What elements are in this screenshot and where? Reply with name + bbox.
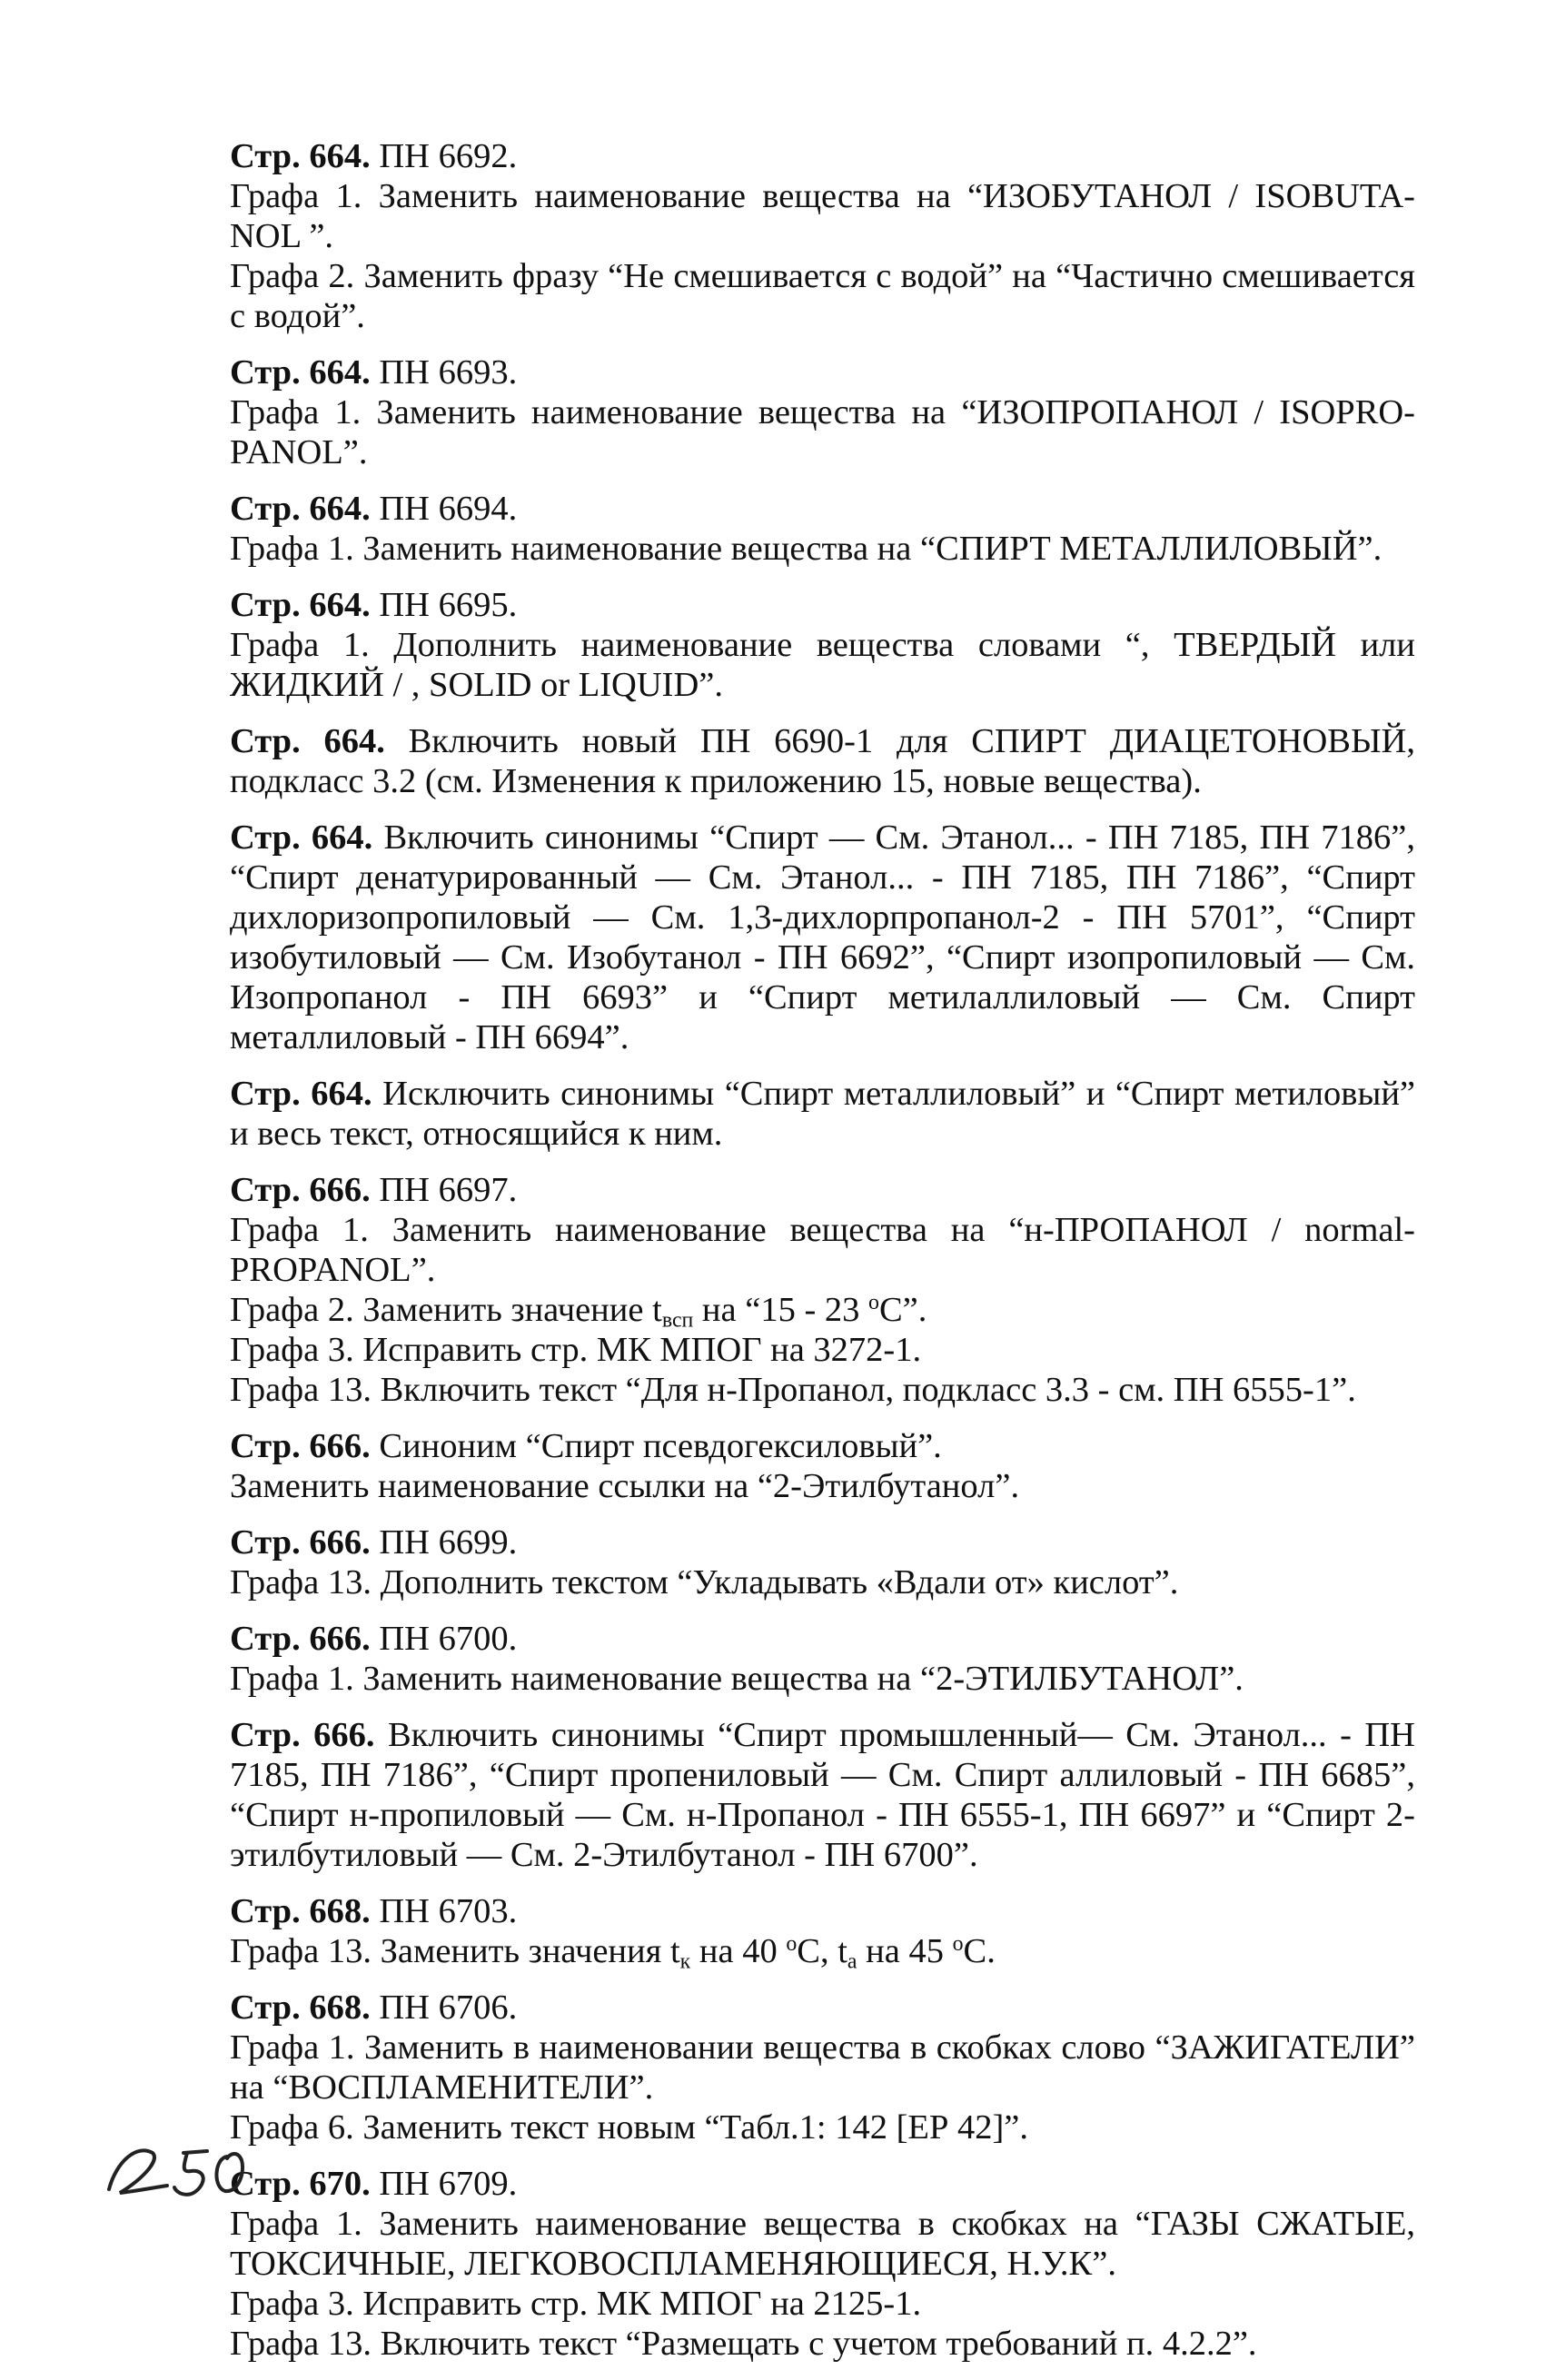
entry-paragraph	[166, 721, 1415, 801]
entry-head: Синоним “Спирт псевдогексиловый”.	[370, 1427, 942, 1465]
entry-head: ПН 6697.	[370, 1171, 518, 1209]
page-reference: Стр. 666.	[230, 1523, 371, 1562]
entry-line: Заменить наименование ссылки на “2-Этилбутанол”.	[230, 1467, 1020, 1505]
entry-6697	[166, 1170, 1415, 1410]
handwritten-page-number	[100, 2126, 273, 2207]
subscript: a	[847, 1949, 857, 1974]
entry-text: Включить синонимы “Спирт — См. Этанол... - ПН 7185, ПН 7186”, “Спирт денатурированный — См. Этанол... - ПН 7185, ПН 7186”, “Спирт дихлоризопропиловый — См. 1,3-дихлорпропанол-2 - ПН 5701”, “Спирт изобутиловый — См. Изобутанол - ПН 6692”, “Спирт изопропиловый — См. Изопропанол - ПН 6693” и “Спирт метилаллиловый — См. Спирт металлиловый - ПН 6694”.	[230, 818, 1415, 1056]
text-run: Графа 13. Заменить значения t	[230, 1932, 680, 1970]
page-reference: Стр. 666.	[230, 1427, 371, 1465]
entry-line: Графа 1. Заменить наименование вещества на “н-ПРОПАНОЛ / normal-PROPANOL”.	[230, 1211, 1415, 1289]
entry-heading	[166, 352, 1415, 392]
page-reference: Стр. 664.	[230, 818, 373, 857]
text-run: на 45	[857, 1932, 953, 1970]
entry-line: Графа 13. Дополнить текстом “Укладывать «Вдали от» кислот”.	[230, 1563, 1179, 1602]
entry-6709	[166, 2164, 1415, 2364]
page-reference: Стр. 664.	[230, 722, 385, 760]
entry-6695	[166, 585, 1415, 705]
entry-head: ПН 6700.	[370, 1620, 518, 1658]
page-reference: Стр. 666.	[230, 1620, 371, 1658]
entry-line: Графа 1. Заменить наименование вещества в скобках на “ГАЗЫ СЖАТЫЕ, ТОКСИЧНЫЕ, ЛЕГКОВОСПЛАМЕНЯЮЩИЕСЯ, Н.У.К”.	[230, 2205, 1415, 2283]
entry-heading	[166, 1170, 1415, 1210]
text-run: С”.	[878, 1291, 927, 1329]
entry-line: Графа 1. Заменить наименование вещества на “СПИРТ МЕТАЛЛИЛОВЫЙ”.	[230, 530, 1382, 568]
entry-line: Графа 3. Исправить стр. МК МПОГ на 2125-1.	[230, 2285, 922, 2323]
entry-paragraph	[166, 818, 1415, 1057]
entry-line: Графа 3. Исправить стр. МК МПОГ на 3272-1.	[230, 1331, 922, 1369]
entry-text: Включить новый ПН 6690-1 для СПИРТ ДИАЦЕТОНОВЫЙ, подкласс 3.2 (см. Изменения к приложению 15, новые вещества).	[230, 722, 1415, 800]
entry-head: ПН 6695.	[370, 586, 518, 624]
entry-heading	[166, 1426, 1415, 1466]
entry-head: ПН 6693.	[370, 353, 518, 392]
entry-heading	[166, 136, 1415, 176]
entry-6693	[166, 352, 1415, 472]
subscript: всп	[661, 1308, 694, 1333]
entry-head: ПН 6703.	[370, 1892, 518, 1930]
entry-synonyms-664	[166, 818, 1415, 1057]
entry-line	[166, 1931, 1415, 1974]
entry-6692	[166, 136, 1415, 336]
text-run: на “15 - 23	[693, 1291, 869, 1329]
page-reference: Стр. 664.	[230, 137, 371, 175]
entry-head: ПН 6699.	[370, 1523, 518, 1562]
entry-line: Графа 2. Заменить фразу “Не смешивается с водой” на “Частично смешивается с водой”.	[230, 257, 1415, 335]
page-reference: Стр. 670.	[230, 2165, 371, 2203]
entry-line: Графа 1. Заменить наименование вещества на “ИЗОПРОПАНОЛ / ISOPRO-PANOL”.	[230, 393, 1415, 471]
entry-heading	[166, 489, 1415, 529]
entry-heading	[166, 1522, 1415, 1562]
entry-head: ПН 6692.	[370, 137, 518, 175]
entry-paragraph	[166, 1715, 1415, 1875]
page-reference: Стр. 668.	[230, 1988, 371, 2027]
entry-line: Графа 6. Заменить текст новым “Табл.1: 142 [ЕР 42]”.	[230, 2108, 1029, 2147]
entry-head: ПН 6706.	[370, 1988, 518, 2027]
entry-heading	[166, 1891, 1415, 1931]
entry-6694	[166, 489, 1415, 569]
entry-6690-1	[166, 721, 1415, 801]
page-reference: Стр. 664.	[230, 490, 371, 528]
entry-paragraph	[166, 1074, 1415, 1154]
page-reference: Стр. 664.	[230, 1075, 372, 1113]
entry-line: Графа 1. Заменить наименование вещества на “2-ЭТИЛБУТАНОЛ”.	[230, 1660, 1244, 1698]
entry-line: Графа 13. Включить текст “Размещать с учетом требований п. 4.2.2”.	[230, 2325, 1257, 2363]
entry-6706	[166, 1988, 1415, 2147]
entry-line	[166, 1290, 1415, 1333]
entry-line: Графа 1. Заменить в наименовании вещества в скобках слово “ЗАЖИГАТЕЛИ” на “ВОСПЛАМЕНИТЕЛИ”.	[230, 2028, 1415, 2107]
text-run: Графа 2. Заменить значение t	[230, 1291, 662, 1329]
document-body	[166, 136, 1415, 2380]
entry-6700	[166, 1619, 1415, 1699]
entry-heading	[166, 2164, 1415, 2204]
entry-line: Графа 1. Дополнить наименование вещества словами “, ТВЕРДЫЙ или ЖИДКИЙ / , SOLID or LIQUID”.	[230, 626, 1415, 704]
page-reference: Стр. 666.	[230, 1716, 375, 1754]
superscript: o	[868, 1290, 879, 1314]
entry-pseudohexyl	[166, 1426, 1415, 1506]
superscript: o	[786, 1931, 798, 1956]
entry-head: ПН 6694.	[370, 490, 518, 528]
page-reference: Стр. 668.	[230, 1892, 371, 1930]
text-run: С.	[963, 1932, 996, 1970]
subscript: к	[679, 1949, 691, 1974]
entry-line: Графа 1. Заменить наименование вещества на “ИЗОБУТАНОЛ / ISOBUTA-NOL ”.	[230, 177, 1415, 255]
entry-6699	[166, 1522, 1415, 1602]
superscript: o	[952, 1931, 964, 1956]
entry-heading	[166, 585, 1415, 625]
entry-exclude-synonyms	[166, 1074, 1415, 1154]
page-reference: Стр. 664.	[230, 586, 371, 624]
entry-6703	[166, 1891, 1415, 1974]
page-reference: Стр. 664.	[230, 353, 371, 392]
entry-text: Исключить синонимы “Спирт металлиловый” и “Спирт метиловый” и весь текст, относящийся к ним.	[230, 1075, 1416, 1153]
entry-head: ПН 6709.	[370, 2165, 518, 2203]
page-reference: Стр. 666.	[230, 1171, 371, 1209]
entry-line: Графа 13. Включить текст “Для н-Пропанол, подкласс 3.3 - см. ПН 6555-1”.	[230, 1371, 1356, 1409]
entry-heading	[166, 1988, 1415, 2028]
entry-text: Включить синонимы “Спирт промышленный— См. Этанол... - ПН 7185, ПН 7186”, “Спирт пропениловый — См. Спирт аллиловый - ПН 6685”, “Спирт н-пропиловый — См. н-Пропанол - ПН 6555-1, ПН 6697” и “Спирт 2-этилбутиловый — См. 2-Этилбутанол - ПН 6700”.	[230, 1716, 1415, 1874]
text-run: С, t	[797, 1932, 847, 1970]
entry-heading	[166, 1619, 1415, 1659]
entry-synonyms-666	[166, 1715, 1415, 1875]
text-run: на 40	[690, 1932, 787, 1970]
